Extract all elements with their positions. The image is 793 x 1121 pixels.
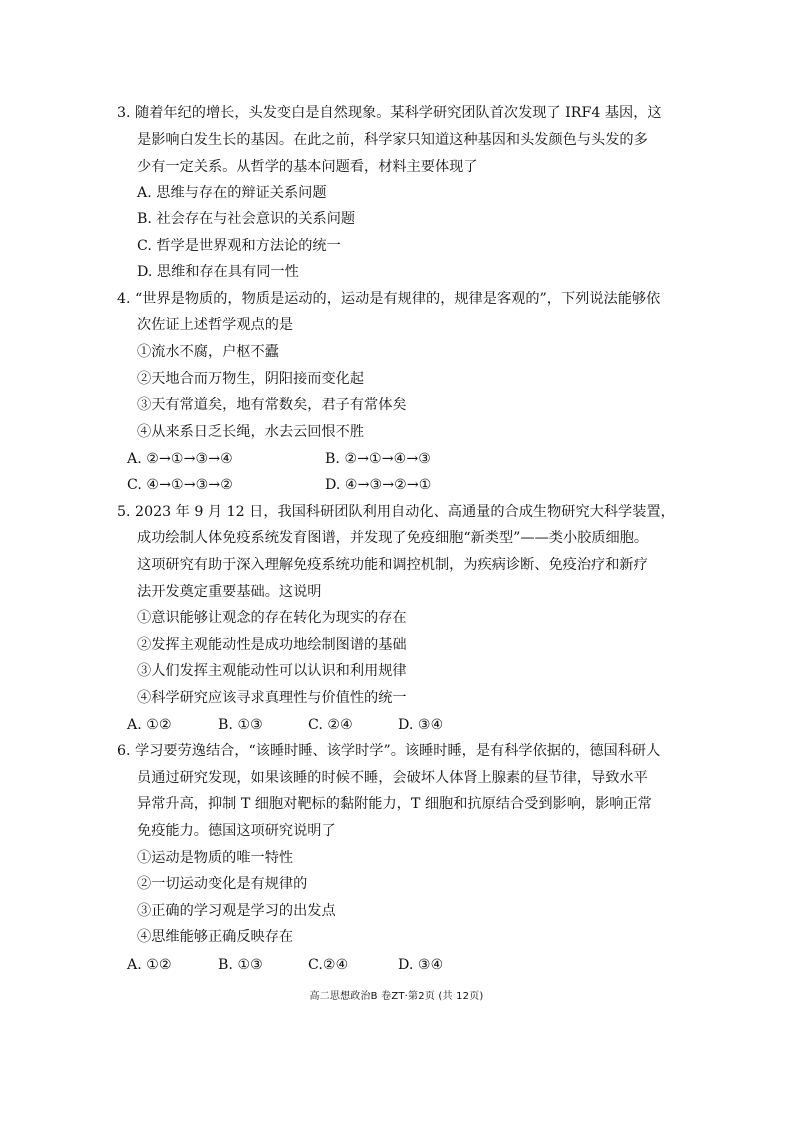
q6-option-b: B. ①③ — [218, 957, 263, 973]
q6-line-4: 免疫能力。德国这项研究说明了 — [137, 823, 336, 839]
q5-line-3: 这项研究有助于深入理解免疫系统功能和调控机制，为疾病诊断、免疫治疗和新疗 — [137, 557, 648, 573]
q5-line-4: 法开发奠定重要基础。这说明 — [137, 584, 322, 600]
q3-option-d: D. 思维和存在具有同一性 — [137, 264, 299, 280]
q4-item-2: ②天地合而万物生，阴阳接而变化起 — [137, 371, 365, 387]
q6-option-c: C.②④ — [308, 957, 349, 973]
q5-option-a: A. ①② — [127, 717, 172, 733]
q3-option-a: A. 思维与存在的辩证关系问题 — [137, 185, 327, 201]
q5-item-1: ①意识能够让观念的存在转化为现实的存在 — [137, 610, 407, 626]
q6-option-a: A. ①② — [127, 957, 172, 973]
page-footer: 高二思想政治B 卷ZT·第2页 (共 12页) — [309, 991, 484, 1002]
q6-option-d: D. ③④ — [398, 957, 444, 973]
q4-line-1: 4. “世界是物质的，物质是运动的，运动是有规律的，规律是客观的”，下列说法能够依 — [117, 291, 661, 307]
q4-item-3: ③天有常道矣，地有常数矣，君子有常体矣 — [137, 397, 407, 413]
q6-line-2: 员通过研究发现，如果该睡的时候不睡，会破坏人体肾上腺素的昼节律，导致水平 — [137, 770, 648, 786]
q3-option-c: C. 哲学是世界观和方法论的统一 — [137, 238, 341, 254]
q5-option-c: C. ②④ — [308, 717, 353, 733]
q5-option-d: D. ③④ — [398, 717, 444, 733]
q3-line-2: 是影响白发生长的基因。在此之前，科学家只知道这种基因和头发颜色与头发的多 — [137, 132, 648, 148]
q4-option-d: D. ④→③→②→① — [325, 477, 432, 493]
q5-option-b: B. ①③ — [218, 717, 263, 733]
q6-line-3: 异常升高，抑制 T 细胞对靶标的黏附能力，T 细胞和抗原结合受到影响，影响正常 — [137, 796, 652, 812]
q5-line-2: 成功绘制人体免疫系统发育图谱，并发现了免疫细胞“新类型”——类小胶质细胞。 — [137, 530, 649, 546]
q3-line-1: 3. 随着年纪的增长，头发变白是自然现象。某科学研究团队首次发现了 IRF4 基因，这 — [117, 105, 662, 121]
q5-line-1: 5. 2023 年 9 月 12 日，我国科研团队利用自动化、高通量的合成生物研究大科学装置， — [117, 504, 675, 520]
q4-line-2: 次佐证上述哲学观点的是 — [137, 317, 294, 333]
q4-option-c: C. ④→①→③→② — [127, 477, 233, 493]
q4-option-a: A. ②→①→③→④ — [127, 451, 233, 467]
q6-item-3: ③正确的学习观是学习的出发点 — [137, 903, 336, 919]
q6-item-1: ①运动是物质的唯一特性 — [137, 850, 294, 866]
q4-item-1: ①流水不腐，户枢不蠹 — [137, 344, 279, 360]
q6-item-2: ②一切运动变化是有规律的 — [137, 876, 308, 892]
q3-line-3: 少有一定关系。从哲学的基本问题看，材料主要体现了 — [137, 159, 478, 175]
q4-option-b: B. ②→①→④→③ — [325, 451, 431, 467]
q5-item-4: ④科学研究应该寻求真理性与价值性的统一 — [137, 690, 407, 706]
q6-line-1: 6. 学习要劳逸结合，“该睡时睡、该学时学”。该睡时睡，是有科学依据的，德国科研人 — [117, 743, 661, 759]
q5-item-2: ②发挥主观能动性是成功地绘制图谱的基础 — [137, 637, 407, 653]
q5-item-3: ③人们发挥主观能动性可以认识和利用规律 — [137, 663, 407, 679]
q6-item-4: ④思维能够正确反映存在 — [137, 929, 294, 945]
q4-item-4: ④从来系日乏长绳，水去云回恨不胜 — [137, 424, 365, 440]
q3-option-b: B. 社会存在与社会意识的关系问题 — [137, 211, 356, 227]
